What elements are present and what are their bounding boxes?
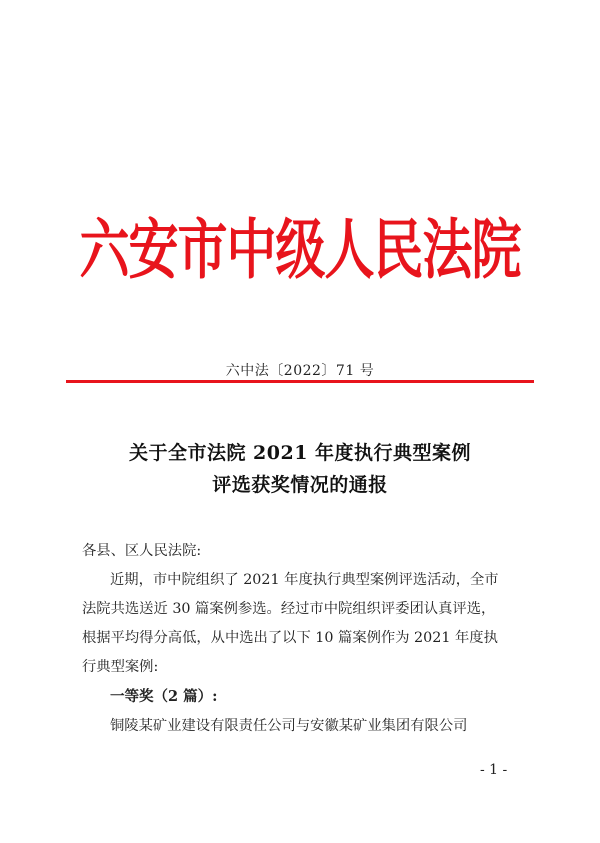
document-title-line-2: 评选获奖情况的通报 xyxy=(212,474,388,496)
document-number: 六中法〔2022〕71 号 xyxy=(225,363,375,379)
body-line-2: 法院共选送近 30 篇案例参选。经过市中院组织评委团认真评选， xyxy=(82,601,496,617)
issuing-organization-title: 六安市中级人民法院 xyxy=(79,211,521,288)
body-line-1: 近期，市中院组织了 2021 年度执行典型案例评选活动，全市 xyxy=(110,572,499,588)
red-divider-line xyxy=(66,380,534,383)
case-title-line: 铜陵某矿业建设有限责任公司与安徽某矿业集团有限公司 xyxy=(110,718,468,734)
body-line-4: 行典型案例: xyxy=(82,659,159,675)
document-title-line-1: 关于全市法院 2021 年度执行典型案例 xyxy=(128,442,472,464)
first-prize-heading: 一等奖（2 篇）: xyxy=(110,688,218,705)
page-number: - 1 - xyxy=(480,762,508,778)
salutation: 各县、区人民法院: xyxy=(82,543,202,559)
body-line-3: 根据平均得分高低，从中选出了以下 10 篇案例作为 2021 年度执 xyxy=(82,630,498,646)
